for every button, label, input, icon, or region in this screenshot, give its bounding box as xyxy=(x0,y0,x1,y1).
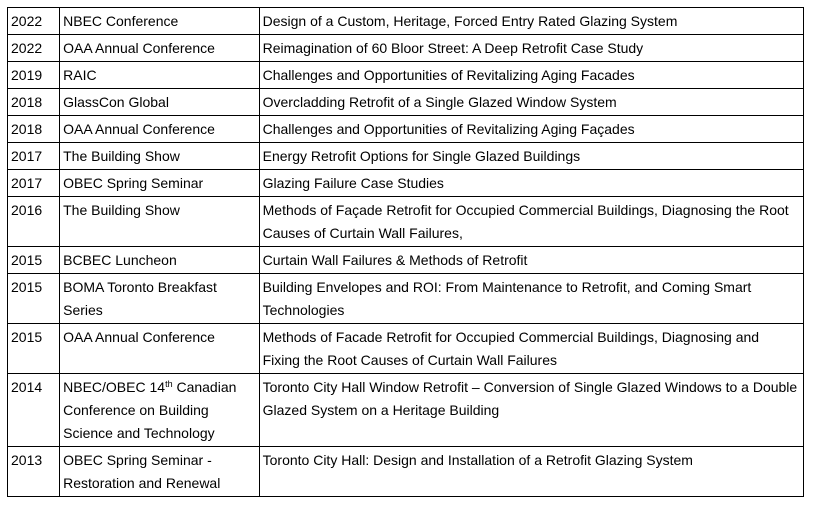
title-cell: Glazing Failure Case Studies xyxy=(259,170,803,197)
table-row xyxy=(8,35,804,62)
table-row xyxy=(8,197,804,247)
table-row xyxy=(8,8,804,35)
title-cell: Challenges and Opportunities of Revitalizing Aging Facades xyxy=(259,62,803,89)
event-cell: BCBEC Luncheon xyxy=(60,247,260,274)
event-cell: OAA Annual Conference xyxy=(60,324,260,374)
year-cell: 2019 xyxy=(8,62,60,89)
table-row xyxy=(8,116,804,143)
year-cell: 2014 xyxy=(8,374,60,447)
event-cell: NBEC Conference xyxy=(60,8,260,35)
year-cell: 2017 xyxy=(8,143,60,170)
year-cell: 2018 xyxy=(8,89,60,116)
title-cell: Toronto City Hall Window Retrofit – Conversion of Single Glazed Windows to a Double Glazed System on a Heritage Building xyxy=(259,374,803,447)
title-cell: Methods of Façade Retrofit for Occupied Commercial Buildings, Diagnosing the Root Causes of Curtain Wall Failures, xyxy=(259,197,803,247)
year-cell: 2015 xyxy=(8,274,60,324)
title-cell: Building Envelopes and ROI: From Maintenance to Retrofit, and Coming Smart Technologies xyxy=(259,274,803,324)
table-row xyxy=(8,324,804,374)
ordinal-superscript: th xyxy=(165,379,173,389)
event-text-suffix: Canadian Conference on Building Science and Technology xyxy=(63,379,237,441)
title-cell: Curtain Wall Failures & Methods of Retrofit xyxy=(259,247,803,274)
table-row xyxy=(8,62,804,89)
year-cell: 2015 xyxy=(8,324,60,374)
year-cell: 2015 xyxy=(8,247,60,274)
event-cell: RAIC xyxy=(60,62,260,89)
event-cell: GlassCon Global xyxy=(60,89,260,116)
event-cell: The Building Show xyxy=(60,143,260,170)
event-cell: OAA Annual Conference xyxy=(60,116,260,143)
event-text-prefix: NBEC/OBEC 14 xyxy=(63,379,166,395)
title-cell: Energy Retrofit Options for Single Glazed Buildings xyxy=(259,143,803,170)
year-cell: 2017 xyxy=(8,170,60,197)
title-cell: Overcladding Retrofit of a Single Glazed Window System xyxy=(259,89,803,116)
event-cell: BOMA Toronto Breakfast Series xyxy=(60,274,260,324)
event-cell: OBEC Spring Seminar xyxy=(60,170,260,197)
table-row xyxy=(8,274,804,324)
table-row xyxy=(8,447,804,497)
title-cell: Toronto City Hall: Design and Installation of a Retrofit Glazing System xyxy=(259,447,803,497)
title-cell: Challenges and Opportunities of Revitalizing Aging Façades xyxy=(259,116,803,143)
year-cell: 2022 xyxy=(8,35,60,62)
table-row xyxy=(8,170,804,197)
year-cell: 2022 xyxy=(8,8,60,35)
table-row xyxy=(8,89,804,116)
title-cell: Methods of Facade Retrofit for Occupied Commercial Buildings, Diagnosing and Fixing the Root Causes of Curtain Wall Failures xyxy=(259,324,803,374)
table-row xyxy=(8,374,804,447)
title-cell: Design of a Custom, Heritage, Forced Entry Rated Glazing System xyxy=(259,8,803,35)
event-cell: The Building Show xyxy=(60,197,260,247)
year-cell: 2016 xyxy=(8,197,60,247)
presentations-table-container xyxy=(7,7,804,497)
event-cell: OBEC Spring Seminar - Restoration and Renewal xyxy=(60,447,260,497)
table-row xyxy=(8,247,804,274)
year-cell: 2013 xyxy=(8,447,60,497)
presentations-table xyxy=(7,7,804,497)
event-cell: OAA Annual Conference xyxy=(60,35,260,62)
event-cell xyxy=(60,374,260,447)
title-cell: Reimagination of 60 Bloor Street: A Deep Retrofit Case Study xyxy=(259,35,803,62)
table-row xyxy=(8,143,804,170)
year-cell: 2018 xyxy=(8,116,60,143)
